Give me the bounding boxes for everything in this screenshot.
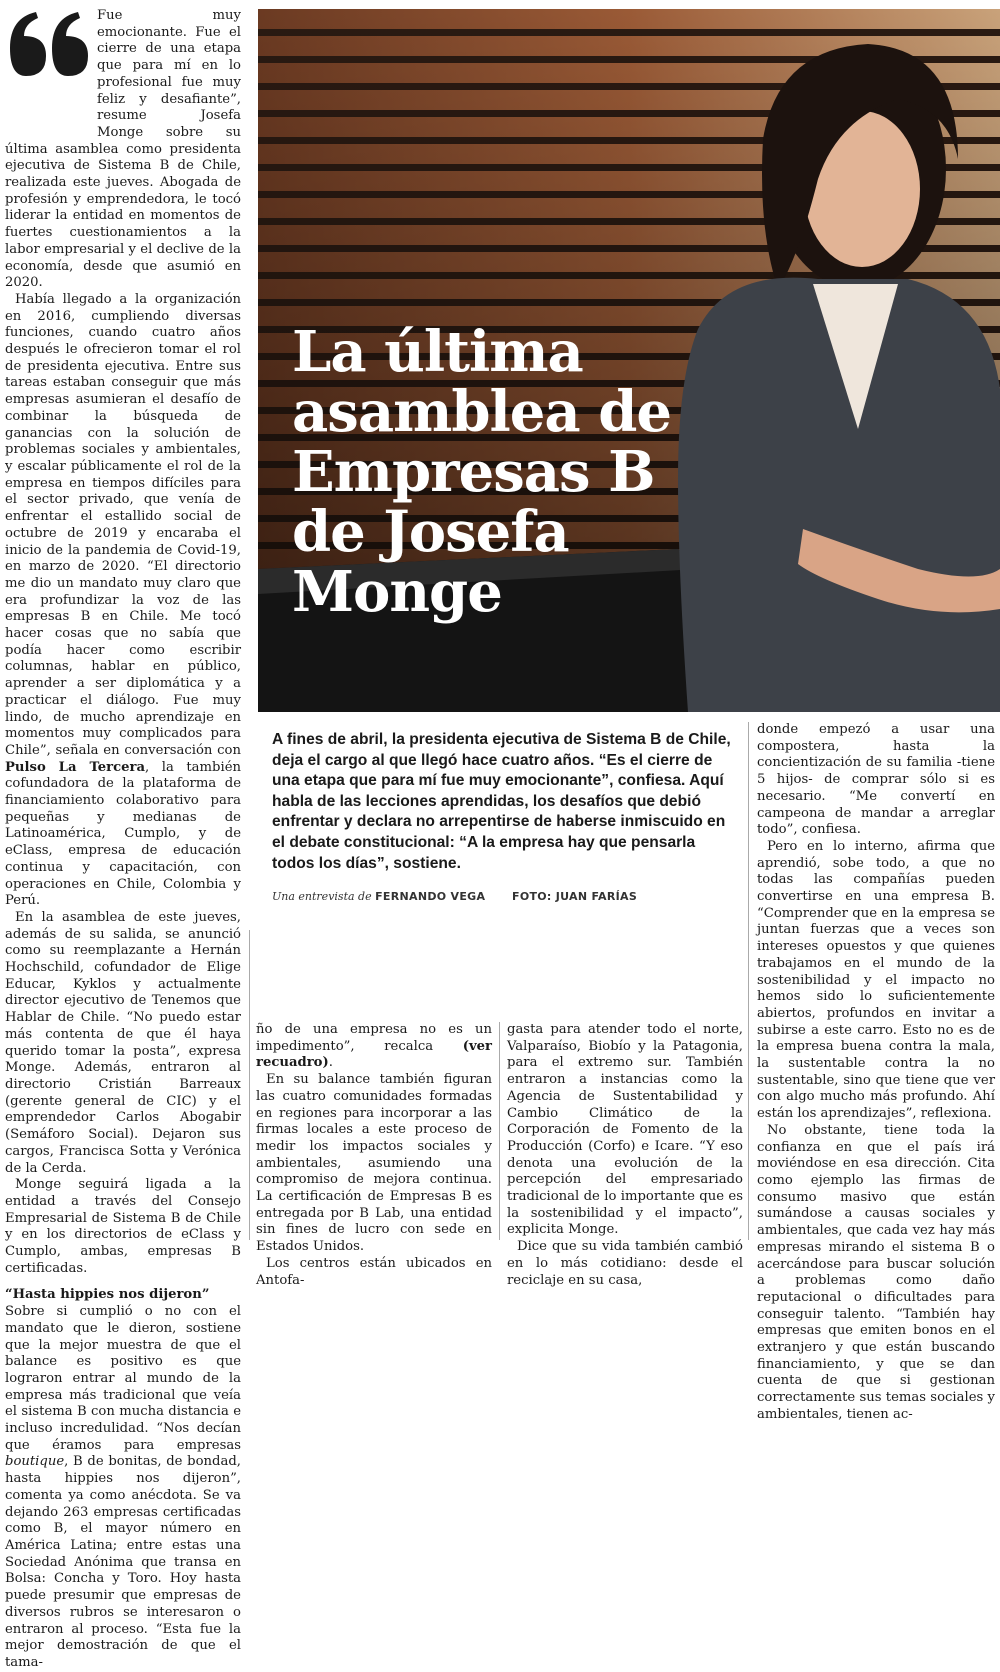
column-divider	[249, 930, 250, 1240]
article-column-4	[757, 722, 995, 1424]
lead-paragraph: A fines de abril, la presidenta ejecutiva de Sistema B de Chile, deja el cargo al que llegó hace cuatro años. “Es el cierre de una etapa que para mí fue muy emocionante”, confiesa. Aquí habla de las lecciones aprendidas, los desafíos que debió enfrentar y declara no arrepentirse de haberse inmiscuido en el debate constitucional: “A la empresa hay que pensarla todos los días”, sostiene.	[272, 731, 731, 872]
paragraph: Monge seguirá ligada a la entidad a través del Consejo Empresarial de Sistema B de Chile y en los directorios de eClass y Cumplo, ambas, empresas B certificadas.	[5, 1177, 241, 1276]
paragraph: En la asamblea de este jueves, además de su salida, se anunció como su reemplazante a Hernán Hochschild, cofundador de Elige Educar, Kyklos y actualmente director ejecutivo de Tenemos que Hablar de Chile. “No puedo estar más contenta de que él haya querido tomar la posta”, expresa Monge. Además, entraron al directorio Cristián Barreaux (gerente general de CIC) y el emprendedor Carlos Abogabir (Semáforo Social). Dejaron sus cargos, Francisca Sotta y Verónica de la Cerda.	[5, 909, 241, 1176]
paragraph: Sobre si cumplió o no con el mandato que le dieron, sostiene que la mejor muestra de que el balance es positivo es que lograron entrar al mundo de la empresa más tradicional que veía el sistema B con mucha distancia e incluso incredulidad. “Nos decían que éramos para empresas boutique, B de bonitas, de bondad, hasta hippies nos dijeron”, comenta ya como anécdota. Se va dejando 263 empresas certificadas como B, el mayor número en América Latina; entre estas una Sociedad Anónima que transa en Bolsa: Concha y Toro. Hoy hasta puede presumir que empresas de diversos rubros se interesaron o entraron al proceso. “Esta fue la mejor demostración de que el tama-	[5, 1304, 241, 1670]
column-divider	[748, 722, 749, 1240]
paragraph: gasta para atender todo el norte, Valparaíso, Biobío y la Patagonia, para el extremo sur. También entraron a instancias como la Agencia de Sustentabilidad y Cambio Climático de la Corporación de Fomento de la Producción (Corfo) e Icare. “Y eso denota una evolución de la percepción del empresariado tradicional de lo importante que es la sostenibilidad y el impacto”, explicita Monge.	[507, 1022, 743, 1238]
paragraph: En su balance también figuran las cuatro comunidades formadas en regiones para incorporar a las firmas locales a este proceso de medir los impactos sociales y ambientales, asumiendo una compromiso de mejora continua. La certificación de Empresas B es entregada por B Lab, una entidad sin fines de lucro con sede en Estados Unidos.	[256, 1072, 492, 1255]
paragraph: Había llegado a la organización en 2016, cumpliendo diversas funciones, cuando cuatro años después le ofrecieron tomar el rol de presidenta ejecutiva. Entre sus tareas estaban conseguir que más empresas asumieran el desafío de combinar la búsqueda de ganancias con la solución de problemas sociales y ambientales, y escalar públicamente el rol de la empresa en tiempos difíciles para el sector privado, que venía de enfrentar el estallido social de octubre de 2019 y encaraba el inicio de la pandemia de Covid-19, en marzo de 2020. “El directorio me dio un mandato muy claro que era profundizar la voz de las empresas B en Chile. Me tocó hacer cosas que no sabía que podía hacer como escribir columnas, hablar en público, aprender a ser diplomática y a practicar el diálogo. Fue muy lindo, de mucho aprendizaje en momentos muy complicados para Chile”, señala en conversación con Pulso La Tercera, la también cofundadora de la plataforma de financiamiento colaborativo para pequeñas y medianas de Latinoamérica, Cumplo, y de eClass, empresa de educación continua y capacitación, con operaciones en Chile, Colombia y Perú.	[5, 291, 241, 909]
section-subhead: “Hasta hippies nos dijeron”	[5, 1287, 210, 1303]
paragraph: Dice que su vida también cambió en lo más cotidiano: desde el reciclaje en su casa,	[507, 1239, 743, 1288]
photo-credit: FOTO: JUAN FARÍAS	[512, 890, 638, 903]
paragraph: Pero en lo interno, afirma que aprendió, sobe todo, a que no todas las compañías pueden convertirse en una empresa B. “Comprender que en la empresa se juntan fuerzas que a veces son intereses opuestos y que quienes trabajamos en el mundo de la sostenibilidad y el impacto no hemos sido lo suficientemente abiertos, profundos en invitar a subirse a este carro. Esto no es de la empresa buena contra la mala, la sustentable contra la no sustentable, sino que tiene que ver con algo mucho más profundo. Ahí están los aprendizajes”, reflexiona.	[757, 838, 995, 1122]
publication-name: Pulso La Tercera	[5, 759, 145, 775]
article-column-3	[507, 1022, 743, 1289]
paragraph: No obstante, tiene toda la confianza en que el país irá moviéndose en esa dirección. Cita como ejemplo las firmas de consumo masivo que están sumándose a causas sociales y ambientales, que cada vez hay más empresas mirando el sistema B o acercándose para buscar solución a problemas como daño reputacional o dificultades para conseguir talento. “También hay empresas que emiten bonos en el extranjero y que están buscando financiamiento, y que se dan cuenta de que si gestionan correctamente sus temas sociales y ambientales, tienen ac-	[757, 1122, 995, 1422]
paragraph: ño de una empresa no es un impedimento”, recalca (ver recuadro).	[256, 1022, 492, 1071]
column-divider	[499, 1022, 500, 1240]
author-credit: Una entrevista de FERNANDO VEGA	[272, 890, 486, 903]
intro-paragraph: Fue muy emocionante. Fue el cierre de una etapa que para mí en lo profesional fue muy feliz y desafiante”, resume Josefa Monge sobre su última asamblea como presidenta ejecutiva de Sistema B de Chile, realizada este jueves. Abogada de profesión y emprendedora, le tocó liderar la entidad en momentos de fuertes cuestionamientos a la labor empresarial y el declive de la economía, desde que asumió en 2020.	[5, 8, 241, 291]
headline: La última asamblea de Empresas B de Josefa Monge	[292, 319, 671, 625]
paragraph: donde empezó a usar una compostera, hasta la concientización de su familia -tiene 5 hijos- de comprar sólo si es necesario. “Me convertí en campeona de mandar a arreglar todo”, confiesa.	[757, 722, 995, 838]
article-column-2	[256, 1022, 492, 1289]
article-column-1	[5, 8, 241, 1672]
paragraph: Los centros están ubicados en Antofa-	[256, 1255, 492, 1288]
